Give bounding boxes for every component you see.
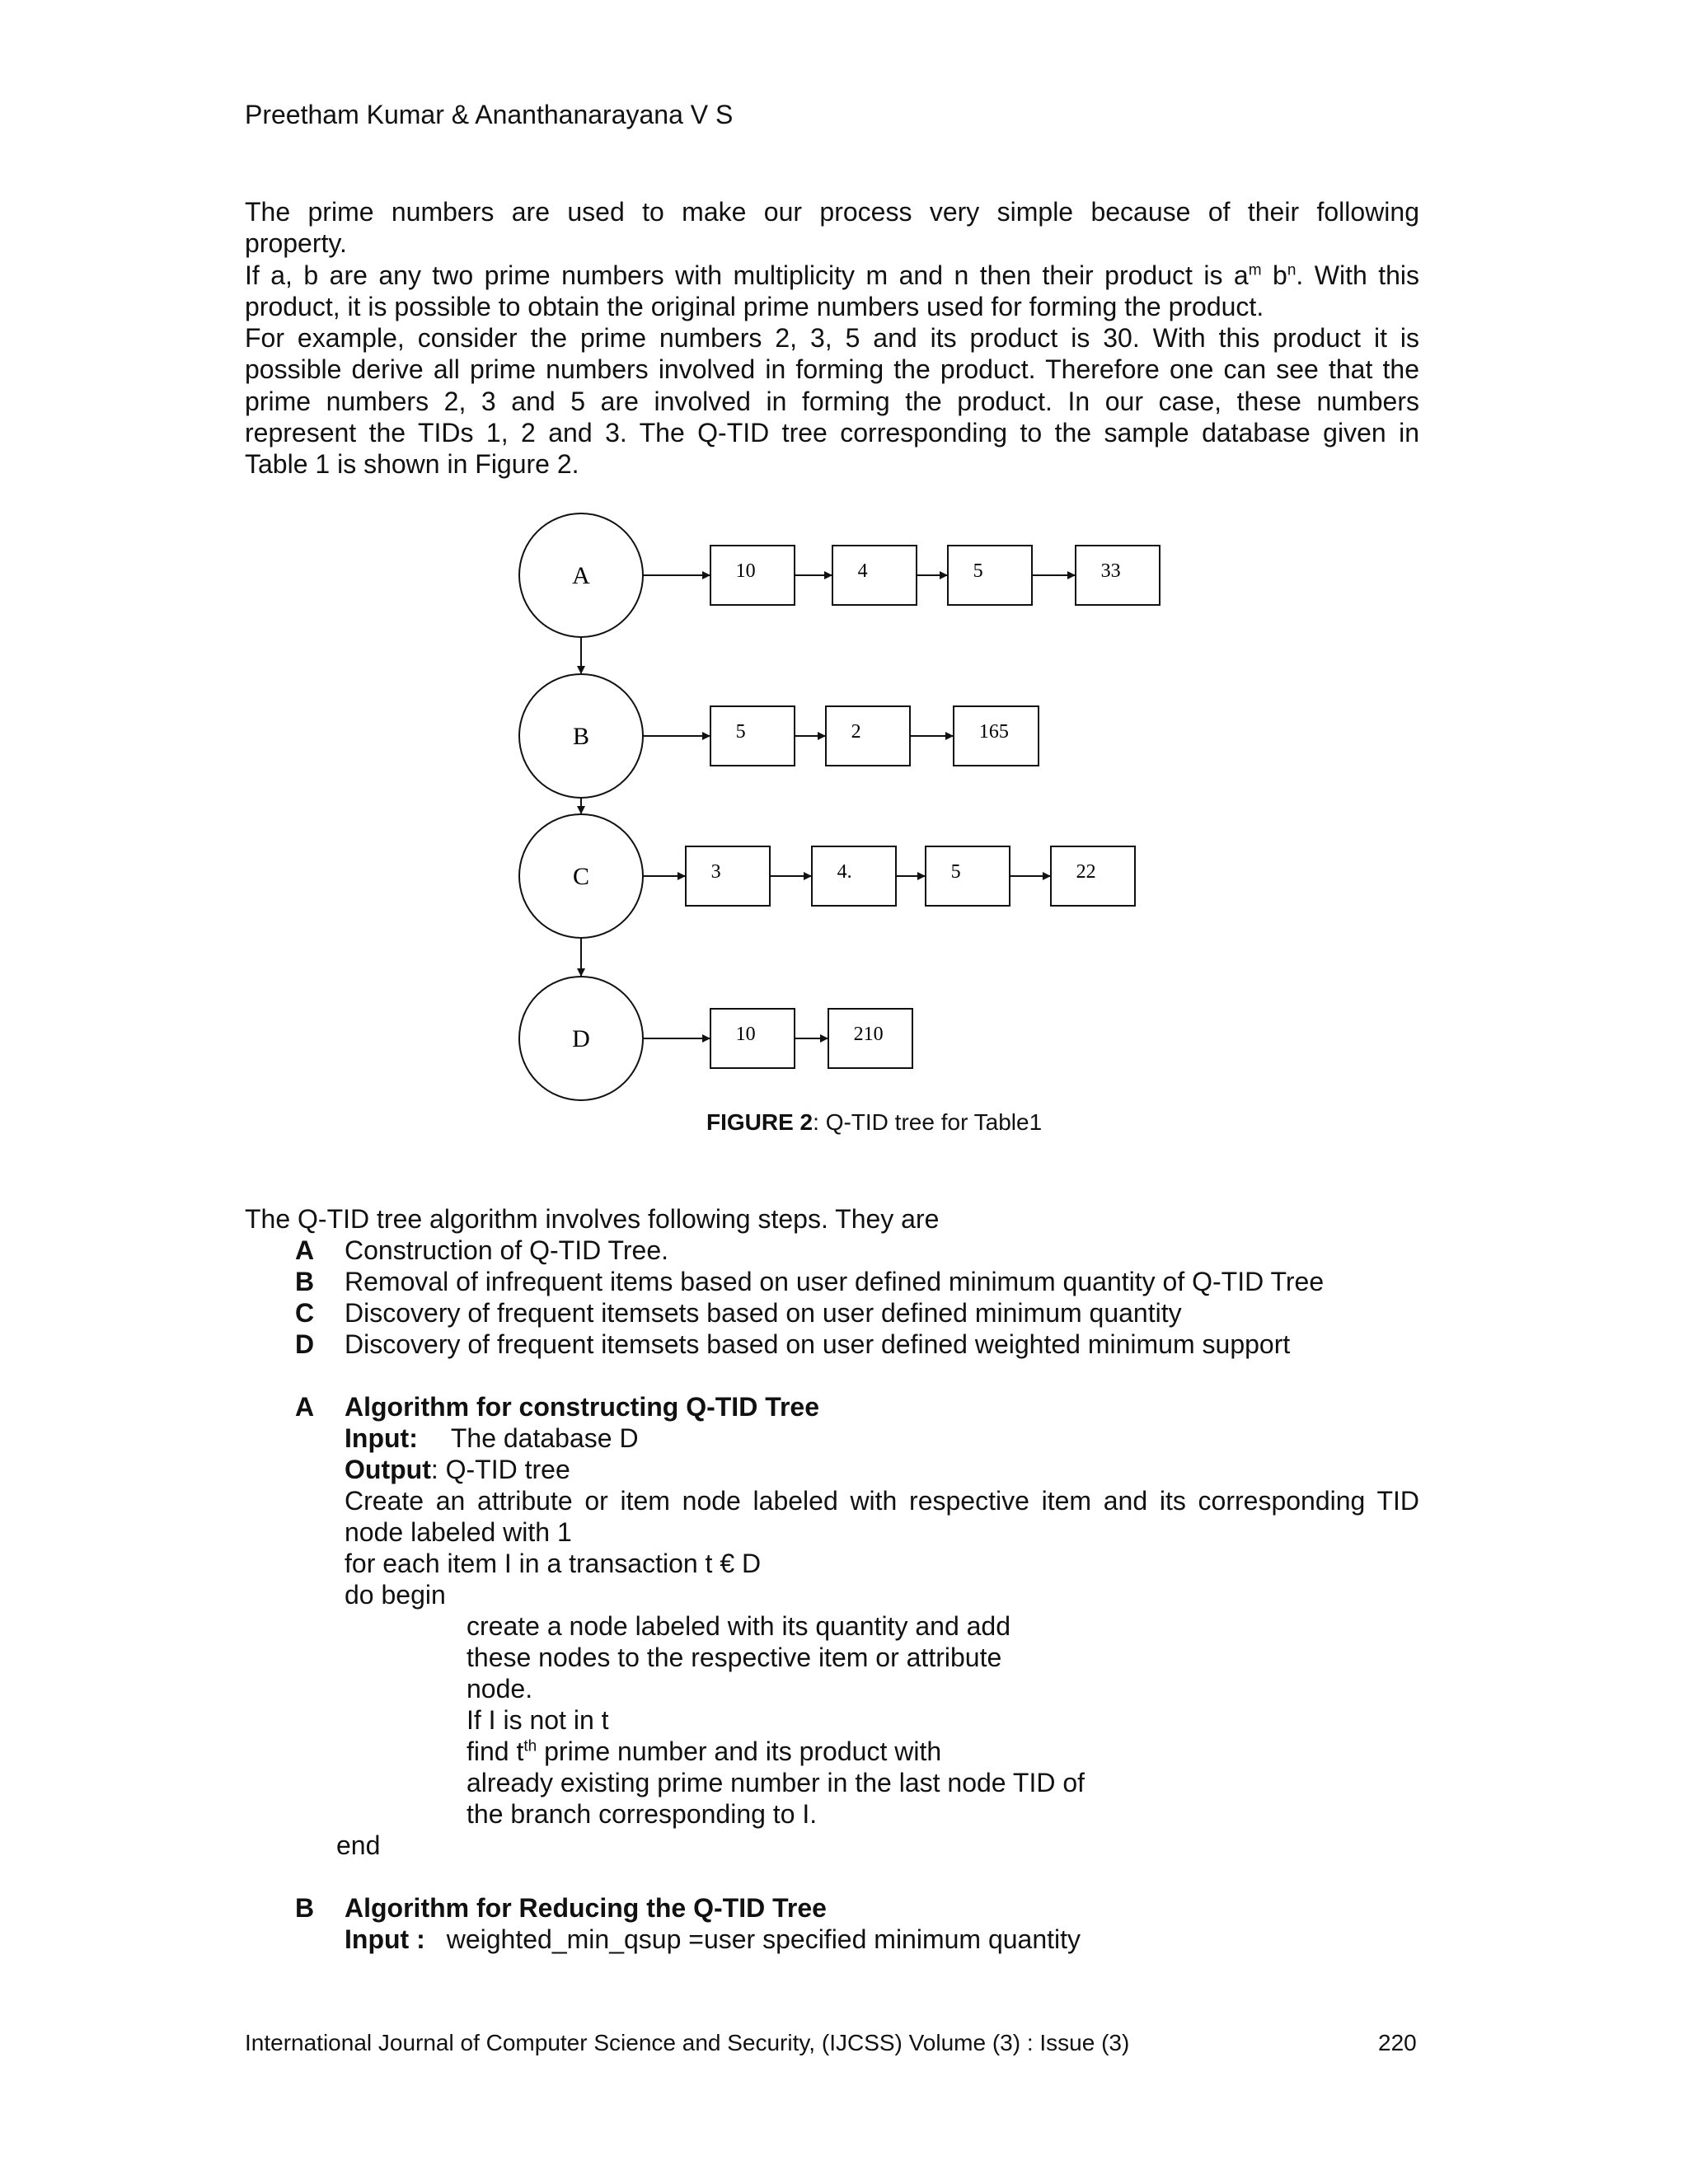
footer-journal: International Journal of Computer Science and Security, (IJCSS) Volume (3) : Issue (3) bbox=[245, 2030, 1130, 2055]
tid-value: 210 bbox=[853, 1024, 884, 1045]
running-header: Preetham Kumar & Ananthanarayana V S bbox=[245, 100, 734, 129]
tid-box bbox=[812, 846, 896, 906]
tid-box bbox=[686, 846, 770, 906]
step-b: B Removal of infrequent items based on user defined minimum quantity of Q-TID Tree bbox=[295, 1267, 1325, 1296]
tid-value: 5 bbox=[735, 721, 746, 743]
algo-a-body-6: the branch corresponding to I. bbox=[467, 1799, 818, 1829]
algo-a-body-3: node. bbox=[467, 1674, 533, 1704]
steps-intro: The Q-TID tree algorithm involves following steps. They are bbox=[245, 1204, 940, 1234]
item-node-label: B bbox=[572, 723, 590, 750]
intro-p3-line2: possible derive all prime numbers involved in forming the product. Therefore one can see that the bbox=[245, 354, 1419, 385]
item-node-label: C bbox=[572, 863, 590, 890]
algo-a-body-1: create a node labeled with its quantity and add bbox=[467, 1611, 1011, 1641]
tid-value: 2 bbox=[851, 721, 861, 743]
tid-value: 4 bbox=[857, 560, 868, 582]
algo-a-create-line2: node labeled with 1 bbox=[345, 1517, 572, 1547]
algo-a-find: find $t^{th}$ prime number and its product with bbox=[467, 1736, 942, 1766]
step-c: C Discovery of frequent itemsets based on user defined minimum quantity bbox=[295, 1298, 1182, 1328]
algo-a-output: Output: Q-TID tree bbox=[345, 1455, 570, 1484]
tid-value: 33 bbox=[1100, 560, 1121, 582]
algo-a-for: for each item I in a transaction t € D bbox=[345, 1549, 762, 1578]
intro-p3-line4: represent the TIDs 1, 2 and 3. The Q-TID tree corresponding to the sample database given in bbox=[245, 418, 1419, 448]
algo-a-body-4: If I is not in t bbox=[467, 1705, 609, 1735]
algo-a-heading: A Algorithm for constructing Q-TID Tree bbox=[295, 1392, 820, 1422]
algo-a-body-2: these nodes to the respective item or attribute bbox=[467, 1643, 1002, 1672]
tid-box bbox=[926, 846, 1010, 906]
tid-box bbox=[826, 706, 910, 766]
intro-p1-line2: property. bbox=[245, 228, 347, 259]
tid-box bbox=[832, 546, 917, 605]
intro-p3-line1: For example, consider the prime numbers 2, 3, 5 and its product is 30. With this product it is bbox=[245, 323, 1419, 354]
tid-value: 22 bbox=[1076, 861, 1096, 883]
intro-p3-line5: Table 1 is shown in Figure 2. bbox=[245, 449, 579, 480]
tid-value: 5 bbox=[973, 560, 983, 582]
tid-value: 3 bbox=[710, 861, 721, 883]
footer-page-number: 220 bbox=[1378, 2030, 1417, 2055]
algo-b-input: Input : weighted_min_qsup =user specified minimum quantity bbox=[345, 1924, 1081, 1954]
tid-box bbox=[948, 546, 1032, 605]
tid-value: 4. bbox=[837, 861, 852, 883]
step-d: D Discovery of frequent itemsets based on user defined weighted minimum support bbox=[295, 1329, 1291, 1359]
intro-p3-line3: prime numbers 2, 3 and 5 are involved in forming the product. In our case, these numbers bbox=[245, 386, 1419, 416]
tid-value: 10 bbox=[735, 1024, 756, 1045]
algo-a-do: do begin bbox=[345, 1580, 446, 1610]
tid-value: 10 bbox=[735, 560, 756, 582]
tid-box bbox=[710, 706, 795, 766]
item-node-label: D bbox=[572, 1025, 590, 1052]
algo-a-create-line1: Create an attribute or item node labeled with respective item and its corresponding TID bbox=[345, 1486, 1419, 1516]
intro-p2-line1: If a, b are any two prime numbers with multiplicity m and n then their product is $a^m$ $b^n$. With this bbox=[245, 260, 1420, 290]
algo-b-heading: B Algorithm for Reducing the Q-TID Tree bbox=[295, 1893, 827, 1923]
algo-a-end: end bbox=[336, 1830, 381, 1860]
tid-value: 5 bbox=[950, 861, 961, 883]
algo-a-create bbox=[345, 1485, 1419, 1548]
tid-value: 165 bbox=[978, 721, 1009, 743]
intro-p2-line2: product, it is possible to obtain the original prime numbers used for forming the product. bbox=[245, 291, 1264, 321]
item-node-label: A bbox=[572, 562, 590, 589]
algo-a-input: Input: The database D bbox=[345, 1423, 639, 1453]
step-a: A Construction of Q-TID Tree. bbox=[295, 1235, 669, 1265]
intro-p1-line1: The prime numbers are used to make our process very simple because of their following bbox=[245, 197, 1419, 227]
figure-caption: FIGURE 2: Q-TID tree for Table1 bbox=[706, 1109, 1043, 1135]
algo-a-body-5: already existing prime number in the last node TID of bbox=[467, 1768, 1085, 1797]
